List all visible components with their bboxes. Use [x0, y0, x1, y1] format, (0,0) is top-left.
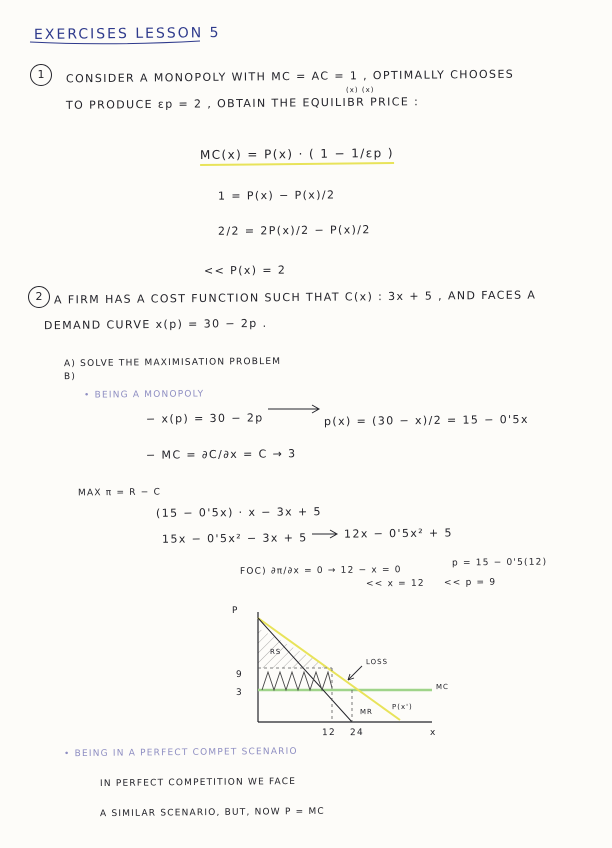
graph-demand-label: P(x') — [391, 702, 413, 712]
producer-surplus-scribble — [262, 672, 332, 690]
ex2-statement-line2: DEMAND CURVE x(p) = 30 − 2p . — [43, 316, 268, 333]
ex2-profit-simplified: 12x − 0'5x² + 5 — [343, 526, 453, 541]
ex1-equation-step2: 2/2 = 2P(x)/2 − P(x)/2 — [217, 223, 371, 238]
ex1-statement-line2: TO PRODUCE εp = 2 , OBTAIN THE EQUILIBR PRICE : — [65, 95, 420, 112]
ex2-being-monopoly: • BEING A MONOPOLY — [83, 389, 205, 401]
graph-tick-9: 9 — [235, 669, 243, 681]
ex2-profit-expression: (15 − 0'5x) · x − 3x + 5 — [155, 505, 322, 520]
ex2-demand-curve: − x(p) = 30 − 2p — [145, 411, 264, 426]
ex1-equilibrium-price: << P(x) = 2 — [203, 263, 287, 278]
ex2-profit-expanded: 15x − 0'5x² − 3x + 5 — [161, 531, 308, 546]
ex2-profit-max: MAX π = R − C — [77, 487, 162, 499]
ex2-marginal-cost: − MC = ∂C/∂x = C → 3 — [145, 447, 297, 462]
footer-line2: IN PERFECT COMPETITION WE FACE — [99, 776, 297, 790]
graph-x-axis-label: x — [429, 727, 437, 739]
footer-line3: A SIMILAR SCENARIO, BUT, NOW P = MC — [99, 806, 325, 820]
ex2-part-b: B) — [63, 371, 77, 383]
loss-arrow — [348, 666, 362, 680]
demand-line — [258, 618, 400, 720]
ex2-optimal-price: << p = 9 — [443, 577, 497, 589]
ex2-price-calc: p = 15 − 0'5(12) — [451, 557, 548, 569]
graph-tick-24: 24 — [349, 727, 364, 739]
mr-line — [258, 618, 352, 722]
exercise-2-number: 2 — [28, 286, 50, 308]
page-title: EXERCISES LESSON 5 — [33, 25, 221, 43]
ex1-statement-subscripts: (x) (x) — [345, 85, 375, 95]
graph-loss-label: LOSS — [365, 657, 389, 667]
ex1-equation-markup-rule: MC(x) = P(x) · ( 1 − 1/εp ) — [200, 146, 394, 166]
ex2-first-order-condition: FOC) ∂π/∂x = 0 → 12 − x = 0 — [239, 565, 402, 577]
graph-mr-label: MR — [359, 707, 373, 717]
ex1-equation-step1: 1 = P(x) − P(x)/2 — [217, 188, 336, 203]
graph-tick-3: 3 — [235, 687, 243, 699]
graph-y-axis-label: P — [231, 605, 239, 617]
graph-mc-label: MC — [435, 682, 449, 692]
footer-perfect-competition: • BEING IN A PERFECT COMPET SCENARIO — [63, 746, 298, 760]
ex2-part-a: A) SOLVE THE MAXIMISATION PROBLEM — [63, 356, 282, 370]
graph-rs-label: RS — [269, 647, 282, 657]
ex2-inverse-demand: p(x) = (30 − x)/2 = 15 − 0'5x — [323, 412, 529, 429]
ex2-statement-line1: A FIRM HAS A COST FUNCTION SUCH THAT C(x) : 3x + 5 , AND FACES A — [53, 288, 537, 307]
graph-tick-12: 12 — [321, 727, 336, 739]
exercise-1-number: 1 — [30, 64, 52, 86]
ex2-optimal-quantity: << x = 12 — [365, 578, 425, 590]
ex1-statement-line1: CONSIDER A MONOPOLY WITH MC = AC = 1 , OPTIMALLY CHOOSES — [65, 67, 515, 86]
